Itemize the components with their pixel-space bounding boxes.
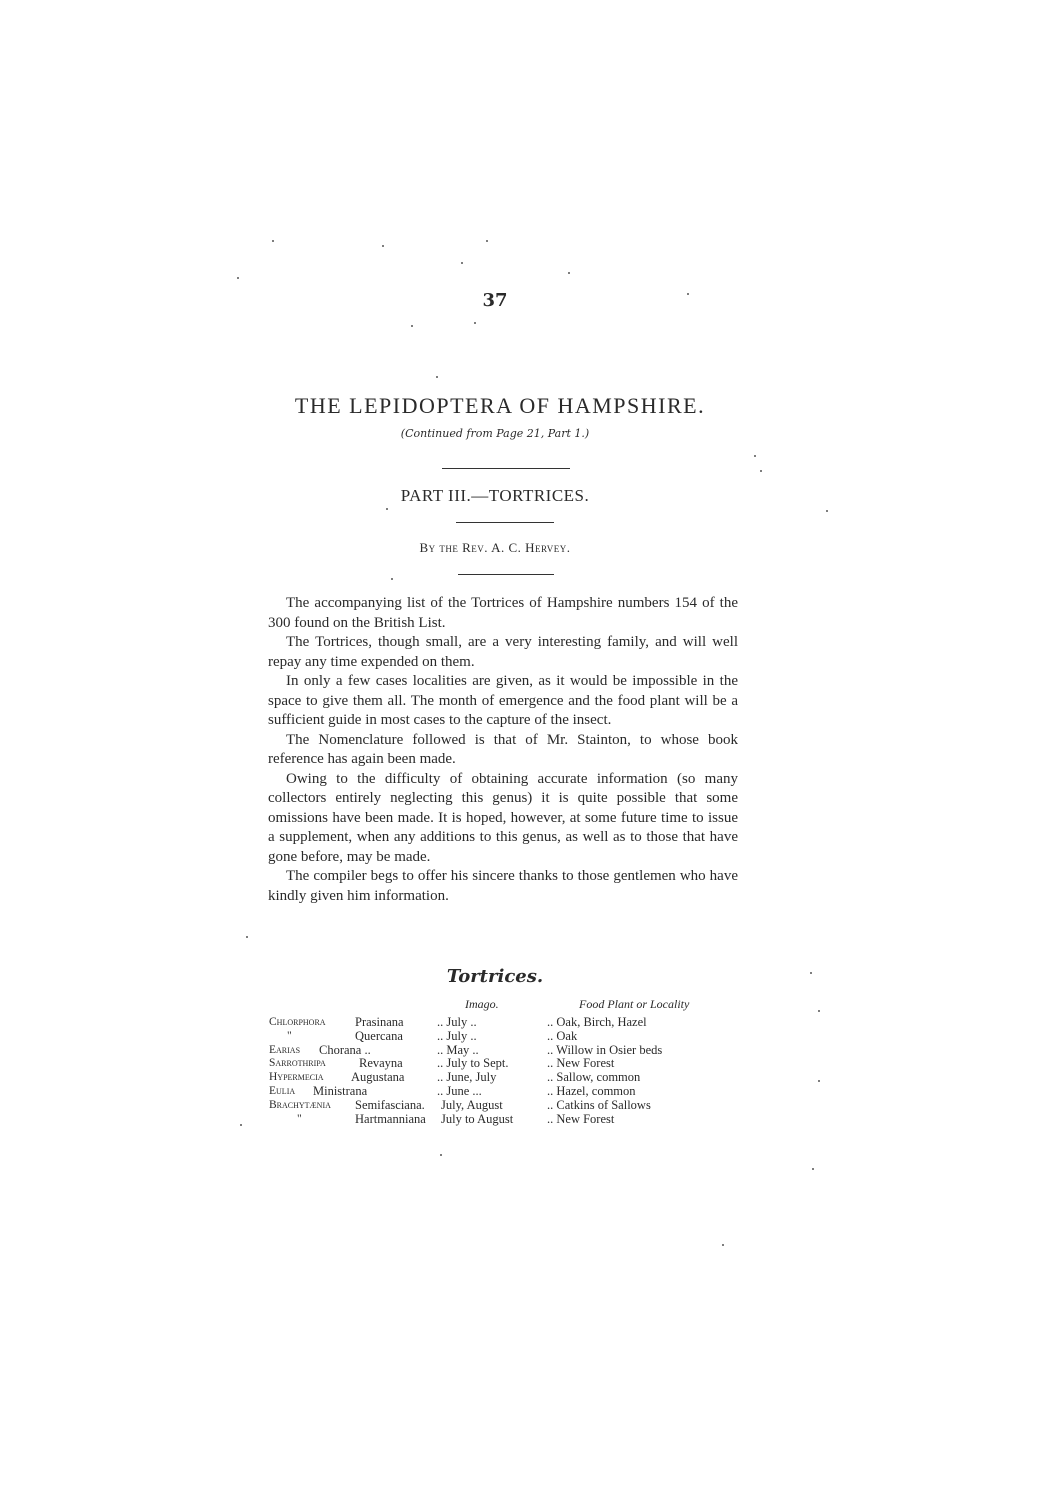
- imago-cell: .. July to Sept.: [437, 1056, 509, 1071]
- byline: By the Rev. A. C. Hervey.: [419, 540, 571, 555]
- scan-speck: [486, 240, 488, 242]
- food-cell: .. Oak, Birch, Hazel: [547, 1015, 647, 1029]
- divider-rule: [458, 574, 554, 575]
- scan-speck: [246, 936, 248, 938]
- genus-cell: Sarrothripa: [269, 1057, 326, 1070]
- species-cell: Ministrana: [313, 1083, 368, 1098]
- food-cell: .. New Forest: [547, 1111, 615, 1126]
- paragraph: The accompanying list of the Tortrices of Hampshire numbers 154 of the 300 found on the British List.: [268, 595, 738, 631]
- food-header: Food Plant or Locality: [579, 997, 690, 1011]
- table-row: [269, 1044, 729, 1058]
- table-row: [269, 1057, 729, 1071]
- imago-cell: .. June, July: [437, 1070, 497, 1085]
- scan-speck: [461, 262, 463, 264]
- table-row: [269, 1016, 729, 1030]
- food-cell: .. Oak: [547, 1028, 578, 1043]
- genus-cell: Earias: [269, 1043, 301, 1056]
- species-cell: Semifasciana.: [355, 1097, 425, 1112]
- scan-speck: [474, 322, 476, 324]
- scan-speck: [818, 1080, 820, 1082]
- table-header: [269, 998, 729, 1016]
- paragraph: The compiler begs to offer his sincere thanks to those gentlemen who have kindly given him information.: [268, 868, 738, 904]
- continued-note: (Continued from Page 21, Part 1.): [400, 427, 590, 440]
- scan-speck: [810, 972, 812, 974]
- species-cell: Augustana: [351, 1070, 405, 1085]
- food-cell: .. Sallow, common: [547, 1070, 641, 1085]
- scan-speck: [754, 455, 756, 457]
- genus-cell: Hypermecia: [269, 1071, 324, 1084]
- scan-speck: [386, 508, 388, 510]
- scan-speck: [391, 578, 393, 580]
- species-cell: Revayna: [359, 1056, 403, 1071]
- imago-cell: .. July ..: [437, 1015, 477, 1029]
- imago-cell: .. May ..: [437, 1042, 479, 1057]
- table-row: [269, 1071, 729, 1085]
- scan-speck: [240, 1124, 242, 1126]
- table-row: [269, 1099, 729, 1113]
- scan-speck: [812, 1168, 814, 1170]
- food-cell: .. Catkins of Sallows: [547, 1097, 651, 1112]
- genus-cell: ": [287, 1029, 292, 1042]
- species-cell: Prasinana: [355, 1015, 404, 1029]
- scan-speck: [436, 376, 438, 378]
- scan-speck: [826, 510, 828, 512]
- scan-speck: [411, 325, 413, 327]
- paragraph: The Tortrices, though small, are a very interesting family, and will well repay any time expended on them.: [268, 634, 738, 670]
- species-table: [269, 998, 729, 1126]
- genus-cell: Eulia: [269, 1084, 296, 1097]
- scan-speck: [568, 272, 570, 274]
- scan-speck: [237, 277, 239, 279]
- food-cell: .. Hazel, common: [547, 1083, 636, 1098]
- scan-speck: [440, 1154, 442, 1156]
- article-title: THE LEPIDOPTERA OF HAMPSHIRE.: [294, 393, 706, 418]
- scan-speck: [818, 1010, 820, 1012]
- imago-cell: .. July ..: [437, 1028, 477, 1043]
- page-number: 37: [482, 290, 508, 311]
- paragraph: The Nomenclature followed is that of Mr. Stainton, to whose book reference has again been made.: [268, 731, 738, 767]
- species-cell: Hartmanniana: [355, 1111, 426, 1126]
- species-cell: Quercana: [355, 1028, 403, 1043]
- paragraph: Owing to the difficulty of obtaining accurate information (so many collectors entirely neglecting this genus) it is quite possible that some omissions have been made. It is hoped, however, at some future time to issue a supplement, when any additions to this genus, as well as to those that have gone before, may be made.: [268, 770, 738, 865]
- divider-rule: [442, 468, 570, 469]
- species-cell: Chorana ..: [319, 1042, 371, 1057]
- scan-speck: [382, 245, 384, 247]
- divider-rule: [456, 522, 554, 523]
- imago-cell: July to August: [441, 1111, 514, 1126]
- food-cell: .. New Forest: [547, 1056, 615, 1071]
- scan-speck: [687, 293, 689, 295]
- scan-speck: [722, 1244, 724, 1246]
- body-text: [268, 594, 738, 906]
- genus-cell: Chlorphora: [269, 1016, 326, 1028]
- genus-cell: ": [297, 1112, 302, 1125]
- genus-cell: Brachytænia: [269, 1098, 331, 1111]
- part-heading: PART III.—TORTRICES.: [400, 486, 590, 505]
- paragraph: In only a few cases localities are given, as it would be impossible in the space to give them all. The month of emergence and the food plant will be a sufficient guide in most cases to the capture of the insect.: [268, 673, 738, 728]
- table-row: [269, 1085, 729, 1099]
- scan-speck: [760, 470, 762, 472]
- scan-speck: [272, 240, 274, 242]
- table-row: [269, 1030, 729, 1044]
- table-row: [269, 1113, 729, 1127]
- imago-header: Imago.: [465, 997, 499, 1011]
- imago-cell: July, August: [441, 1097, 503, 1112]
- imago-cell: .. June ...: [437, 1083, 482, 1098]
- section-heading: Tortrices.: [446, 966, 544, 987]
- food-cell: .. Willow in Osier beds: [547, 1042, 663, 1057]
